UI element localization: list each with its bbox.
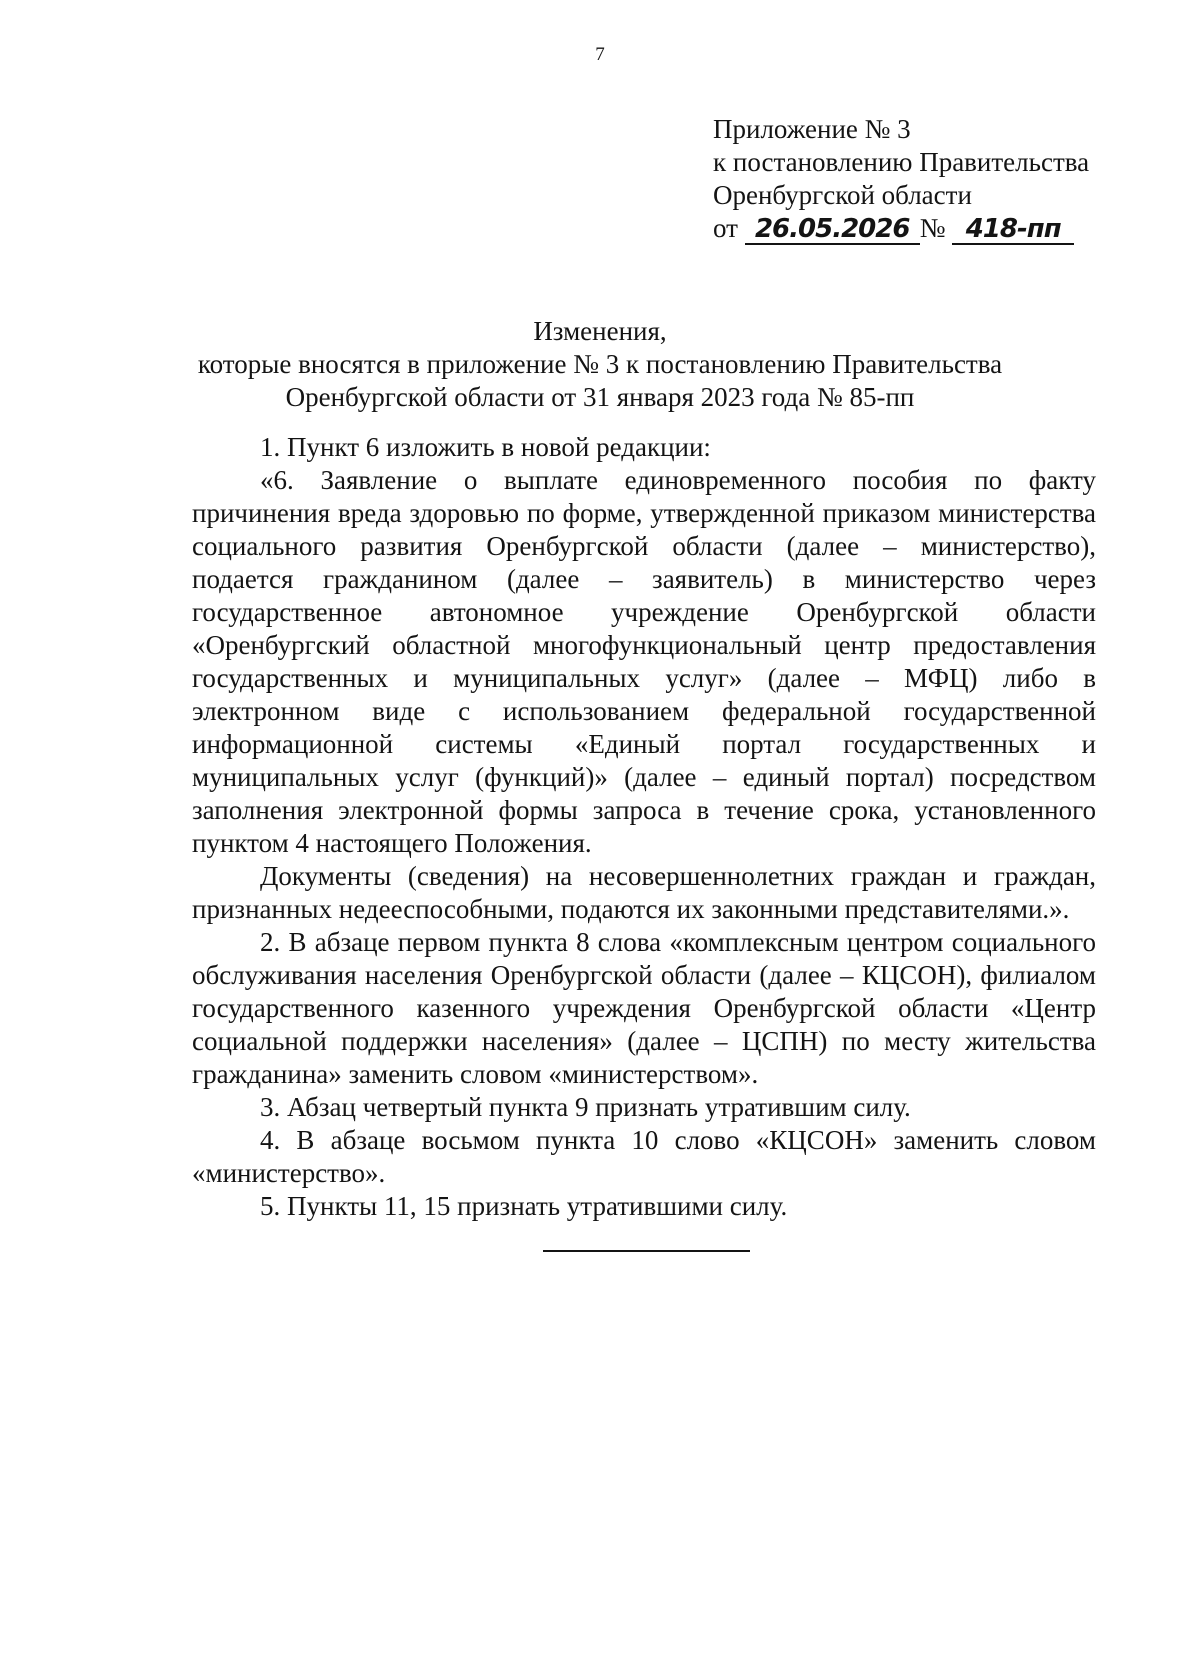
handwritten-number: 418-пп [952, 215, 1074, 245]
page-number: 7 [595, 44, 605, 65]
paragraph-1: 1. Пункт 6 изложить в новой редакции: [260, 432, 711, 462]
date-prefix: от [713, 213, 738, 243]
document-title [150, 315, 1050, 414]
title-line-3: Оренбургской области от 31 января 2023 года № 85-пп [285, 382, 915, 412]
handwritten-date: 26.05.2026 [745, 215, 920, 245]
number-prefix: № [919, 213, 946, 243]
closing-divider [543, 1250, 750, 1252]
appendix-line-2: к постановлению Правительства [713, 147, 1090, 177]
paragraph-2: «6. Заявление о выплате единовременного пособия по факту причинения вреда здоровью по форме, утвержденной приказом министерства социального развития Оренбургской области (далее – министерство), подается гражданином (далее – заявитель) в министерство через государственное автономное учреждение Оренбургской области «Оренбургский областной многофункциональный центр предоставления государственных и муниципальных услуг» (далее – МФЦ) либо в электронном виде с использованием федеральной государственной информационной системы «Единый портал государственных и муниципальных услуг (функций)» (далее – единый портал) посредством заполнения электронной формы запроса в течение срока, установленного пунктом 4 настоящего Положения. [192, 465, 1096, 858]
document-body [192, 431, 1096, 1223]
paragraph-6: 4. В абзаце восьмом пункта 10 слово «КЦСОН» заменить словом «министерство». [192, 1125, 1096, 1188]
title-line-2: которые вносятся в приложение № 3 к постановлению Правительства [197, 349, 1003, 379]
appendix-date-line [713, 212, 1153, 245]
paragraph-4: 2. В абзаце первом пункта 8 слова «комплексным центром социального обслуживания населения Оренбургской области (далее – КЦСОН), филиалом государственного казенного учреждения Оренбургской области «Центр социальной поддержки населения» (далее – ЦСПН) по месту жительства гражданина» заменить словом «министерством». [192, 927, 1096, 1089]
title-line-1: Изменения, [533, 316, 667, 346]
appendix-block [713, 113, 1153, 245]
paragraph-3: Документы (сведения) на несовершеннолетних граждан и граждан, признанных недееспособными, подаются их законными представителями.». [192, 861, 1096, 924]
appendix-line-1: Приложение № 3 [713, 114, 911, 144]
paragraph-5: 3. Абзац четвертый пункта 9 признать утратившим силу. [260, 1092, 911, 1122]
paragraph-7: 5. Пункты 11, 15 признать утратившими силу. [260, 1191, 788, 1221]
appendix-line-3: Оренбургской области [713, 180, 972, 210]
